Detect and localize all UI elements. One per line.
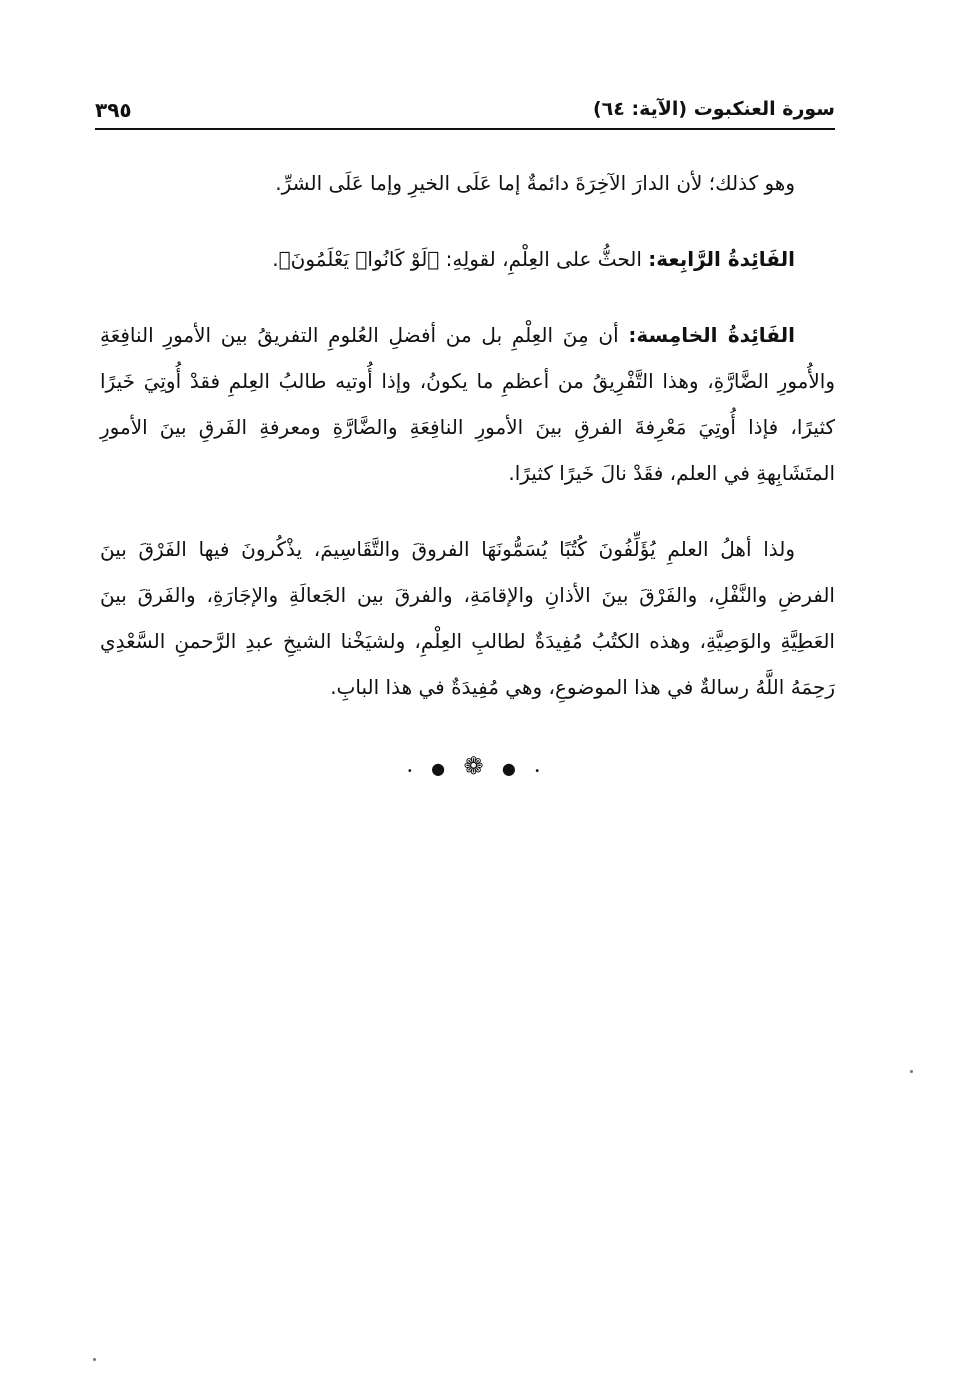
paragraph-books-of-differences: ولذا أهلُ العلمِ يُؤَلِّفُونَ كُتُبًا يُسَمُّونَهَا الفروقَ والتَّقَاسِيمَ، يذْكُرونَ فيها الفَرْقَ بينَ الفرضِ والنَّفْلِ، والفَرْقَ بينَ الأذانِ والإقامَةِ، والفرقَ بين الجَعالَةِ والإجَارَةِ، والفَرقَ بينَ العَطِيَّةِ والوَصِيَّةِ، وهذه الكتُبُ مُفِيدَةٌ لطالبِ العِلْمِ، ولشيَخْنا الشيخِ عبدِ الرَّحمنِ السَّعْدِي رَحِمَهُ اللَّهُ رسالةٌ في هذا الموضوعِ، وهي مُفِيدَةٌ في هذا البابِ.: [100, 537, 835, 699]
header-rule: [95, 128, 835, 130]
fourth-benefit-text: الحثُّ على العِلْمِ، لقولِهِ:: [439, 247, 649, 271]
section-end-ornament: [0, 752, 953, 780]
paragraph-fourth-benefit: [100, 236, 835, 282]
fourth-benefit-end: .: [272, 247, 279, 271]
page-number: ٣٩٥: [95, 98, 132, 122]
ornament-flower-icon: ❁: [463, 752, 490, 780]
paragraph-1: وهو كذلك؛ لأن الدارَ الآخِرَةَ دائمةٌ إما عَلَى الخيرِ وإما عَلَى الشرِّ.: [275, 171, 795, 195]
fourth-benefit-label: الفَائِدةُ الرَّابِعة:: [648, 247, 795, 271]
ornament-dot-icon: ●: [501, 759, 522, 778]
surah-title: سورة العنكبوت (الآية: ٦٤): [592, 98, 835, 120]
scan-speck: [910, 1070, 913, 1073]
paragraph-fifth-benefit: [100, 312, 835, 496]
ornament-dot-icon: •: [534, 766, 547, 777]
running-header: [95, 96, 835, 130]
scan-speck: [93, 1358, 96, 1361]
quran-verse: ﴿لَوْ كَانُوا۟ يَعْلَمُونَ﴾: [278, 247, 440, 271]
fifth-benefit-label: الفَائِدةُ الخامِسة:: [628, 323, 795, 347]
ornament-dot-icon: •: [406, 766, 419, 777]
body-text: [100, 160, 835, 740]
fifth-benefit-text: أن مِنَ العِلْمِ بل من أفضلِ العُلومِ التفريقُ بين الأمورِ النافِعَةِ والأُمورِ الضَّارَّةِ، وهذا التَّفْرِيقُ من أعظمِ ما يكونُ، وإذا أُوتيه طالبُ العِلمِ فقدْ أُوتِيَ خَيرًا كثيرًا، فإذا أُوتِيَ مَعْرِفةَ الفرقِ بينَ الأمورِ النافِعَةِ والضَّارَّةِ ومعرفةِ الفَرقِ بينَ الأمورِ المتَشَابِهةِ في العلم، فقَدْ نالَ خَيرًا كثيرًا.: [100, 323, 835, 485]
ornament-dot-icon: ●: [431, 759, 452, 778]
